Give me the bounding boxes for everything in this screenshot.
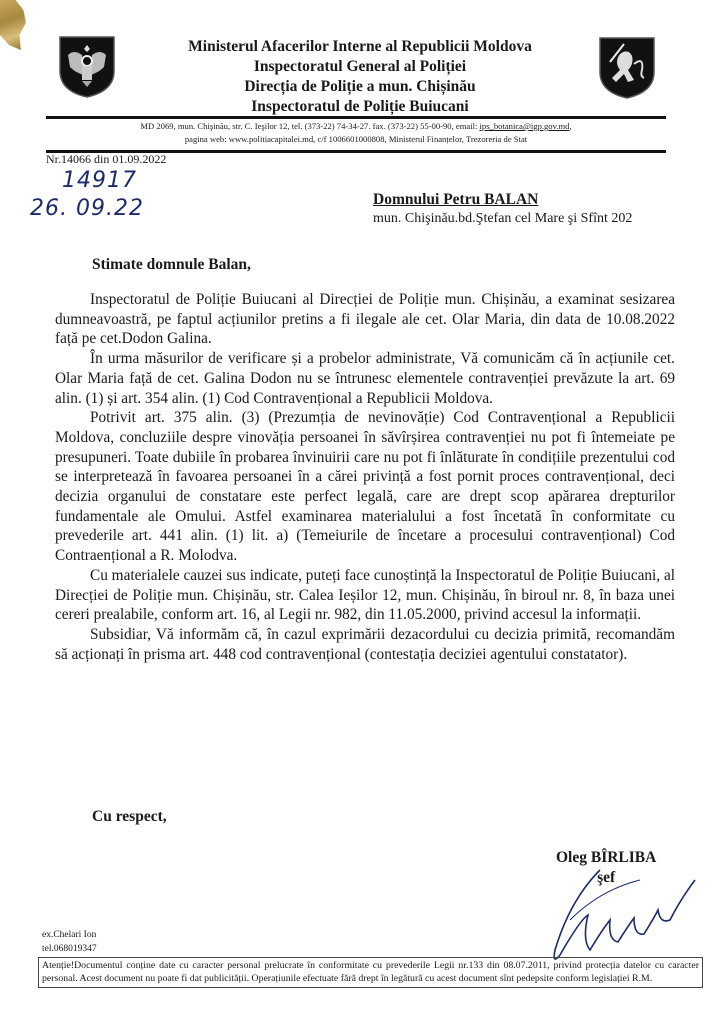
executor-phone: tel.068019347 [42, 944, 97, 954]
personal-data-notice: Atenție!Documentul conține date cu caracter personal prelucrate în conformitate cu prevederile Legii nr.133 din 08.07.2011, privind protecția datelor cu caracter personal. Acest document nu poate fi dat publicității. Operațiunile efectuate fără drept în legătură cu acest document sînt pedepsite conform legislației R.M. [38, 957, 703, 988]
contact-suffix: , [569, 121, 572, 131]
letterhead [140, 37, 580, 117]
contact-email-link[interactable]: ips_botanica@igp.gov.md [479, 121, 570, 131]
executor-block [42, 928, 97, 956]
signer-name: Oleg BÎRLIBA [556, 849, 657, 866]
lion-crest-icon [598, 36, 656, 100]
recipient-address: mun. Chişinău.bd.Ştefan cel Mare şi Sfînt 202 [373, 211, 633, 226]
recipient-block [373, 190, 632, 228]
inspectorate-general-name: Inspectoratul General al Poliției [253, 58, 467, 75]
paragraph: Inspectoratul de Poliție Buiucani al Direcției de Poliție mun. Chișinău, a examinat sesizarea dumneavoastră, pe faptul acțiunilor pretins a fi ilegale ale cet. Olar Maria, din data de 10.08.2022 față pe cet.Dodon Galina. [55, 291, 675, 348]
handwritten-signature [530, 860, 700, 970]
handwritten-registration-number: 14917 [62, 168, 137, 193]
paragraph: Cu materialele cauzei sus indicate, puteți face cunoștință la Inspectoratul de Poliție Buiucani, al Direcției de Poliție mun. Chișinău, str. Calea Ieșilor 12, mun. Chișinău, în biroul nr. 8, în baza unei cereri prealabile, conform art. 16, al Legii nr. 982, din 11.05.2000, privind accesul la informații. [55, 566, 675, 624]
tape-fragment [0, 0, 26, 50]
paragraph: În urma măsurilor de verificare și a probelor administrate, Vă comunicăm că în acțiunile cet. Olar Maria față de cet. Galina Dodon nu se întrunesc elementele contravenției prevăzute la art. 69 alin. (1) și art. 354 alin. (1) Cod Contravențional a Republicii Moldova. [55, 350, 675, 407]
ministry-name: Ministerul Afacerilor Interne al Republicii Moldova [188, 38, 532, 55]
signer-title: şef [597, 869, 616, 886]
contact-line-2: pagina web: www.politiacapitalei.md, c/f 1006601000808, Ministerul Finanțelor, Trezoreria de Stat [184, 134, 528, 144]
outgoing-number: Nr.14066 din 01.09.2022 [46, 152, 167, 166]
contact-line-1 [46, 120, 666, 133]
recipient-name: Domnului Petru BALAN [373, 191, 539, 208]
contact-info [46, 120, 666, 146]
letterhead-rule-top [46, 116, 666, 119]
contact-address: MD 2069, mun. Chişinău, str. C. Ieşilor 12, tel. (373-22) 74-34-27. fax. (373-22) 55-00-90, email: [140, 121, 480, 131]
closing: Cu respect, [92, 808, 167, 825]
handwritten-registration-date: 26. 09.22 [30, 196, 144, 221]
eagle-crest-icon [58, 35, 116, 99]
paragraph: Subsidiar, Vă informăm că, în cazul exprimării dezacordului cu decizia primită, recomandăm să acționați în prisma art. 448 cod contravențional (contestația deciziei agentului constatator). [55, 625, 675, 663]
executor-name: ex.Chelari Ion [42, 930, 97, 940]
paragraph: Potrivit art. 375 alin. (3) (Prezumția de nevinovăție) Cod Contravențional a Republicii Moldova, concluziile despre vinovăția persoanei în săvîrșirea contravenției nu pot fi întemeiate pe presupuneri. Toate dubiile în probarea învinuirii care nu pot fi înlăturate în condițiile prezentului cod se interpretează în favoarea persoanei în a cărei privință a fost pornit proces contravențional, deci decizia organului de constatare este perfect legală, care are drept scop apărarea drepturilor fundamentale ale Omului. Astfel examinarea materialului a fost încetată în conformitate cu prevederile art. 441 alin. (1) lit. a) (Temeiurile de încetare a procesului contravențional) Cod Contraențional a R. Molodva. [55, 409, 675, 565]
letter-body [55, 290, 675, 664]
police-inspectorate-name: Inspectoratul de Poliție Buiucani [251, 98, 469, 115]
salutation: Stimate domnule Balan, [92, 256, 251, 273]
police-directorate-name: Direcția de Poliție a mun. Chișinău [244, 78, 476, 95]
